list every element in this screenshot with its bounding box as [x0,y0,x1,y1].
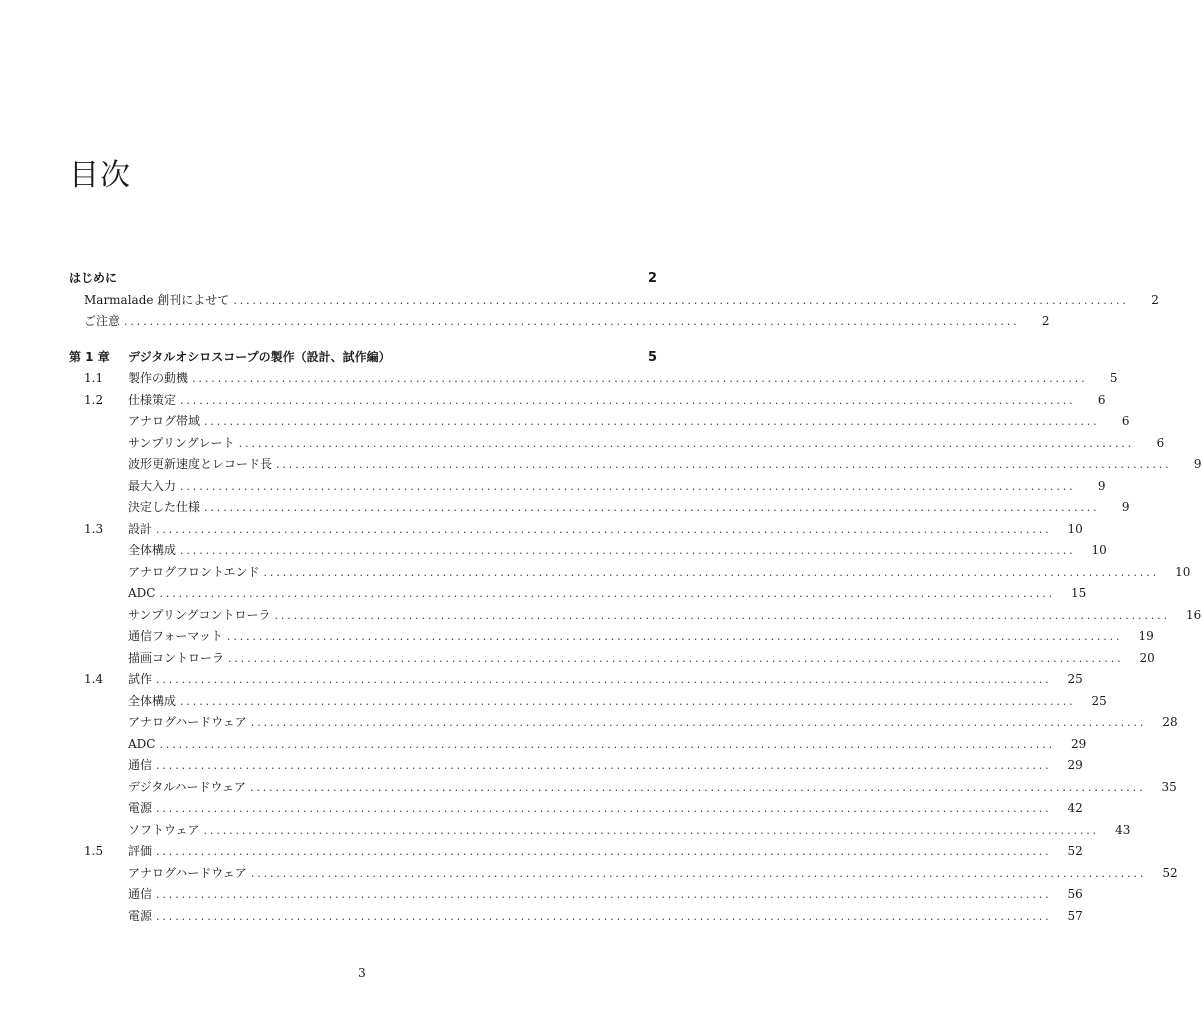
dot-leader: ............................................................................................................................................ [156,888,1052,901]
toc-entry-number: 第 1 章 [69,349,110,364]
toc-entry-label: 決定した仕様 [128,500,201,514]
toc-entry-number: 1.3 [84,521,104,536]
toc-entry-page: 29 [1067,758,1083,772]
dot-leader: ............................................................................................................................................ [156,673,1052,686]
dot-leader: ............................................................................................................................................ [274,608,1170,622]
toc-entry-number: 1.2 [84,392,104,407]
toc-entry-page: 20 [1139,650,1155,665]
page-number: 3 [358,966,366,980]
toc-entry-label: 波形更新速度とレコード長 [128,457,273,471]
dot-leader: ............................................................................................................................................ [238,436,1135,450]
toc-entry-page: 35 [1161,779,1177,794]
toc-entry[interactable] [0,540,1107,560]
toc-entry-page: 5 [1109,371,1118,385]
dot-leader: ............................................................................................................................................ [180,393,1076,407]
toc-entry[interactable] [0,648,1155,668]
dot-leader: ............................................................................................................................................ [156,759,1052,772]
toc-entry-label: 試作 [128,672,153,686]
toc-entry-page: 6 [1156,435,1165,450]
toc-entry-page: 25 [1091,693,1107,708]
toc-entry-page: 6 [1121,414,1130,428]
toc-entry-page: 2 [1041,314,1050,328]
toc-entry-label: 全体構成 [128,693,177,708]
toc-entry[interactable] [0,519,1083,539]
toc-entry-page: 57 [1067,908,1083,923]
dot-leader: ............................................................................................................................................ [159,737,1055,751]
toc-entry[interactable] [0,777,1177,797]
dot-leader: ............................................................................................................................................ [156,802,1052,815]
toc-entry[interactable] [0,411,1130,431]
dot-leader: ............................................................................................................................................ [180,479,1076,493]
toc-entry-page: 6 [1097,392,1106,407]
toc-entry[interactable] [0,390,1106,410]
toc-entry-number: 1.1 [84,371,104,385]
dot-leader: ............................................................................................................................................ [180,544,1076,557]
dot-leader: ............................................................................................................................................ [226,630,1123,643]
dot-leader: ............................................................................................................................................ [204,415,1100,428]
dot-leader: ............................................................................................................................................ [192,372,1088,385]
toc-entry[interactable] [0,347,724,367]
toc-entry[interactable] [0,798,1083,818]
toc-entry-page: 15 [1071,586,1087,600]
dot-leader: ............................................................................................................................................ [159,587,1055,600]
toc-entry[interactable] [0,268,724,288]
dot-leader: ............................................................................................................................................ [263,565,1160,579]
toc-entry-label: サンプリングレート [128,435,235,450]
toc-entry-label: アナログハードウェア [128,865,247,880]
toc-entry-page: 2 [647,271,657,286]
toc-entry-label: サンプリングコントローラ [128,607,271,622]
toc-entry-label: はじめに [69,271,118,285]
toc-entry-label: 電源 [128,908,153,923]
page-title: 目次 [69,158,131,193]
toc-entry-page: 2 [1151,292,1159,307]
toc-entry-label: 電源 [128,801,153,815]
toc-entry[interactable] [0,476,1106,496]
dot-leader: ............................................................................................................................................ [228,651,1124,665]
toc-entry-label: アナログフロントエンド [128,564,260,579]
dot-leader: ............................................................................................................................................ [250,716,1147,729]
toc-entry-page: 25 [1067,672,1083,686]
dot-leader: ............................................................................................................................................ [180,694,1076,708]
dot-leader: ............................................................................................................................................ [204,501,1100,514]
toc-entry-page: 10 [1091,543,1107,557]
toc-entry[interactable] [0,820,1131,840]
toc-entry-label: ADC [128,586,156,600]
toc-entry-page: 29 [1071,736,1087,751]
toc-entry-label: アナログハードウェア [128,715,247,729]
dot-leader: ............................................................................................................................................ [124,315,1020,328]
toc-entry-label: ご注意 [84,314,121,328]
toc-entry-page: 42 [1067,801,1083,815]
dot-leader: ............................................................................................................................................ [233,293,1129,307]
toc-entry-page: 19 [1138,629,1154,643]
toc-entry-label: 通信 [128,758,153,772]
toc-entry[interactable] [0,669,1083,689]
toc-entry-page: 9 [1121,500,1130,514]
toc-entry[interactable] [0,605,1202,625]
toc-entry-label: 全体構成 [128,543,177,557]
toc-entry-number: 1.4 [84,672,104,686]
toc-entry-page: 28 [1162,715,1178,729]
toc-entry[interactable] [0,368,1118,388]
toc-entry-page: 16 [1185,607,1202,622]
toc-entry-label: デジタルハードウェア [128,779,246,794]
toc-entry[interactable] [0,311,1050,331]
toc-entry-label: 描画コントローラ [128,650,225,665]
toc-entry[interactable] [0,497,1130,517]
dot-leader: ............................................................................................................................................ [156,522,1052,536]
toc-entry-page: 9 [1193,457,1202,471]
dot-leader: ............................................................................................................................................ [249,780,1146,794]
toc-entry-label: デジタルオシロスコープの製作（設計、試作編） [128,349,391,364]
toc-entry-page: 9 [1097,478,1106,493]
toc-entry-label: Marmalade 創刊によせて [84,292,230,307]
toc-entry[interactable] [0,863,1178,883]
toc-entry-label: 設計 [128,521,153,536]
toc-entry[interactable] [0,734,1087,754]
toc-entry[interactable] [0,562,1191,582]
toc-entry[interactable] [0,626,1154,646]
toc-entry-label: 通信フォーマット [128,629,223,643]
toc-entry-label: ソフトウェア [128,822,200,837]
toc-entry-page: 43 [1115,822,1131,837]
toc-entry-page: 52 [1162,865,1178,880]
toc-entry[interactable] [0,454,1202,474]
dot-leader: ............................................................................................................................................ [250,866,1147,880]
toc-entry[interactable] [0,755,1083,775]
toc-entry[interactable] [0,712,1178,732]
toc-entry[interactable] [0,884,1083,904]
toc-entry-label: 評価 [128,844,153,858]
dot-leader: ............................................................................................................................................ [156,845,1052,858]
toc-entry[interactable] [0,583,1087,603]
dot-leader: ............................................................................................................................................ [276,458,1172,471]
toc-entry[interactable] [0,433,1165,453]
dot-leader: ............................................................................................................................................ [203,823,1100,837]
toc-entry-page: 52 [1067,844,1083,858]
toc-entry-label: 仕様策定 [128,392,177,407]
toc-entry-number: 1.5 [84,844,104,858]
toc-entry-label: 製作の動機 [128,371,189,385]
toc-entry-page: 56 [1067,887,1083,901]
toc-entry[interactable] [0,841,1083,861]
toc-entry-page: 5 [647,349,657,365]
toc-entry-label: ADC [128,736,156,751]
toc-entry-label: アナログ帯域 [128,414,201,428]
toc-entry[interactable] [0,691,1107,711]
toc-entry-label: 最大入力 [128,478,177,493]
toc-entry-page: 10 [1067,521,1083,536]
toc-entry-page: 10 [1175,564,1191,579]
dot-leader: ............................................................................................................................................ [156,909,1052,923]
toc-entry-label: 通信 [128,887,153,901]
toc-entry[interactable] [0,906,1083,926]
toc-entry[interactable] [0,290,1159,310]
